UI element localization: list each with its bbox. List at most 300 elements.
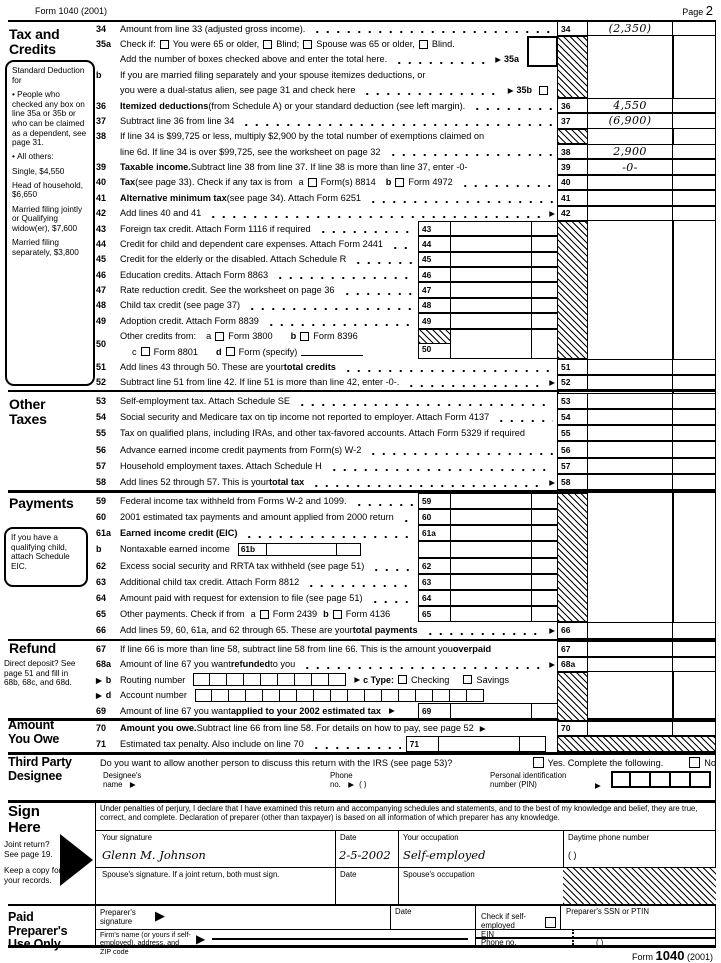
- line-49-inner-cents[interactable]: [532, 313, 558, 328]
- line-35a-row2: [95, 52, 558, 67]
- arrow-icon: ▶: [348, 780, 354, 790]
- line-number: 53: [96, 395, 107, 406]
- line-49-inner-amount[interactable]: [451, 313, 532, 328]
- line-number: 57: [96, 460, 107, 471]
- line-47-inner-cents[interactable]: [532, 282, 558, 297]
- line-number: 50: [96, 338, 107, 349]
- line-37-number-box: 37: [557, 113, 588, 128]
- line-label: Household employment taxes. Attach Schedule H: [120, 460, 322, 471]
- designee-name-label: Designee's name ▶: [103, 771, 142, 790]
- cb-label: Checking: [411, 674, 450, 685]
- line-61b-cents[interactable]: [337, 543, 361, 556]
- line-53-row: [95, 393, 558, 409]
- line-number: 63: [96, 576, 107, 587]
- third-party-question: Do you want to allow another person to discuss this return with the IRS (see page 53)?: [100, 757, 453, 768]
- line-62-inner-number: 62: [418, 558, 451, 574]
- line-number: 70: [96, 723, 107, 734]
- line-37-cents[interactable]: [672, 113, 716, 128]
- line-number: 64: [96, 593, 107, 604]
- line-label: Credit for the elderly or the disabled. Attach Schedule R: [120, 254, 347, 265]
- line-35a-count-box[interactable]: [527, 36, 558, 67]
- pin-digit-box[interactable]: [671, 771, 691, 788]
- line-label: Nontaxable earned income: [120, 544, 230, 555]
- preparer-ssn-label: Preparer's SSN or PTIN: [566, 907, 649, 916]
- pin-digit-box[interactable]: [611, 771, 631, 788]
- line-63-inner-cents[interactable]: [532, 574, 558, 590]
- dotted-leader: [312, 26, 553, 34]
- checkbox-form-8801[interactable]: [141, 347, 150, 356]
- routing-digit-box[interactable]: [329, 673, 346, 686]
- arrow-icon: ▶: [155, 908, 165, 923]
- line-53-number-box: 53: [557, 393, 588, 409]
- line-label: Credit for child and dependent care expenses. Attach Form 2441: [120, 238, 384, 249]
- line-41-cents[interactable]: [672, 190, 716, 205]
- checkbox-form-3800[interactable]: [215, 332, 224, 341]
- dotted-leader: [247, 303, 413, 311]
- line-71-inner-number: 71: [406, 736, 439, 752]
- line-51-amount[interactable]: [587, 359, 674, 374]
- line-51-row: [95, 359, 558, 374]
- line-57-row: [95, 458, 558, 474]
- arrow-icon: ▶: [196, 932, 206, 946]
- line-64-inner-cents[interactable]: [532, 590, 558, 606]
- pin-digit-box[interactable]: [651, 771, 671, 788]
- line-40-row: [95, 175, 558, 190]
- line-44-row: [95, 236, 558, 251]
- tax-credits-section: [95, 21, 558, 390]
- line-55-row: [95, 425, 558, 441]
- line-43-inner-number: 43: [418, 221, 451, 236]
- line-label: Social security and Medicare tax on tip income not reported to employer. Attach Form 4137: [120, 411, 490, 422]
- line-label-bold: Earned income credit (EIC): [120, 528, 238, 539]
- line-label: Child tax credit (see page 37): [120, 300, 241, 311]
- line-59-inner-number: 59: [418, 493, 451, 509]
- line-number: b: [96, 69, 102, 80]
- arrow-icon: ▶: [549, 208, 555, 218]
- checkbox-you-65[interactable]: [160, 40, 169, 49]
- line-number: 62: [96, 560, 107, 571]
- line-61b-amount[interactable]: [267, 543, 337, 556]
- preparer-phone-value[interactable]: ( ): [596, 938, 604, 948]
- line-number: 66: [96, 625, 107, 636]
- option-letter: a: [298, 177, 304, 188]
- line-62-inner-cents[interactable]: [532, 558, 558, 574]
- dotted-leader: [342, 288, 413, 296]
- line-number: 67: [96, 643, 107, 654]
- line-53-cents[interactable]: [672, 393, 716, 409]
- dotted-leader: [241, 119, 553, 127]
- dotted-leader: [388, 149, 554, 157]
- line-69-inner-cents[interactable]: [532, 703, 558, 719]
- line-label-bold: Tax: [120, 177, 136, 188]
- dotted-leader: [496, 415, 553, 423]
- option-letter: a: [250, 609, 256, 620]
- line-47-inner-amount[interactable]: [451, 282, 532, 297]
- checkbox-you-blind[interactable]: [263, 40, 272, 49]
- line-34-cents[interactable]: [672, 21, 716, 36]
- line-57-cents[interactable]: [672, 458, 716, 474]
- line-46-inner-amount[interactable]: [451, 267, 532, 282]
- line-number: 47: [96, 285, 107, 296]
- line-61b-inner-cents: [532, 541, 558, 557]
- line-66-amount[interactable]: [587, 622, 674, 638]
- line-label: line 6d. If line 34 is over $99,725, see the worksheet on page 32: [120, 146, 381, 157]
- line-68b-row: [95, 672, 558, 688]
- line-55-cents[interactable]: [672, 425, 716, 441]
- line-label: to you: [270, 659, 296, 670]
- line-64-inner-amount[interactable]: [451, 590, 532, 606]
- line-42-cents[interactable]: [672, 206, 716, 221]
- cb-label: You were 65 or older,: [172, 39, 260, 50]
- checkbox-spouse-blind[interactable]: [419, 40, 428, 49]
- line-56-amount[interactable]: [587, 441, 674, 457]
- pin-digit-box[interactable]: [691, 771, 711, 788]
- line-37-row: [95, 113, 558, 128]
- page-word: Page: [682, 7, 704, 17]
- line-label: Federal income tax withheld from Forms W-2 and 1099.: [120, 495, 347, 506]
- line-61a-inner-cents[interactable]: [532, 525, 558, 541]
- line-50-inner-number-col: [418, 329, 451, 360]
- line-label-bold: refunded: [230, 659, 271, 670]
- line-number: 69: [96, 705, 107, 716]
- line-60-row: [95, 509, 558, 525]
- line-42-number-box: 42: [557, 206, 588, 221]
- checkbox-checking[interactable]: [398, 675, 407, 684]
- line-54-number-box: 54: [557, 409, 588, 425]
- line-number: 49: [96, 315, 107, 326]
- line-number: 54: [96, 411, 107, 422]
- dotted-leader: [302, 662, 541, 670]
- line-70-amount[interactable]: [587, 721, 674, 737]
- line-number: 41: [96, 192, 107, 203]
- line-67-cents[interactable]: [672, 641, 716, 657]
- line-35a-row: [95, 36, 558, 51]
- line-54-amount[interactable]: [587, 409, 674, 425]
- line-40-cents[interactable]: [672, 175, 716, 190]
- line-label-bold: total credits: [283, 361, 336, 372]
- line-50-inner-amount[interactable]: [451, 329, 532, 360]
- hatch: [557, 672, 588, 721]
- line-45-row: [95, 252, 558, 267]
- line-45-inner-number: 45: [418, 252, 451, 267]
- arrow-icon: ▶: [388, 706, 395, 716]
- account-digit-box[interactable]: [263, 689, 280, 702]
- line-66-number-box: 66: [557, 622, 588, 638]
- line-69-inner-amount[interactable]: [451, 703, 532, 719]
- checkbox-form-4136[interactable]: [333, 610, 342, 619]
- line-39-amount[interactable]: -0-: [587, 159, 674, 174]
- line-67-row: [95, 641, 558, 657]
- line-52-cents[interactable]: [672, 375, 716, 390]
- checkbox-spouse-65[interactable]: [303, 40, 312, 49]
- routing-digit-box[interactable]: [295, 673, 312, 686]
- dotted-leader: [297, 399, 553, 407]
- checkbox-preparer-self-employed[interactable]: [545, 917, 556, 928]
- account-digit-box[interactable]: [229, 689, 246, 702]
- line-50-inner-cents[interactable]: [532, 329, 558, 360]
- routing-digit-box[interactable]: [278, 673, 295, 686]
- line-38-amount[interactable]: 2,900: [587, 144, 674, 159]
- option-letter: b: [290, 331, 297, 342]
- checkbox-form-8814[interactable]: [308, 178, 317, 187]
- line-55-amount[interactable]: [587, 425, 674, 441]
- spouse-signature-label: Spouse's signature. If a joint return, both must sign.: [102, 870, 280, 879]
- account-digit-box[interactable]: [246, 689, 263, 702]
- line-59-inner-amount[interactable]: [451, 493, 532, 509]
- dotted-leader: [275, 272, 413, 280]
- line-36-row: [95, 98, 558, 113]
- std-mfs: Married filing separately, $3,800: [12, 238, 79, 257]
- line-43-inner-cents[interactable]: [532, 221, 558, 236]
- line-45-inner-amount[interactable]: [451, 252, 532, 267]
- check-self-employed-label: Check if self-employed: [481, 912, 527, 931]
- sign-here-arrow-icon: [60, 834, 93, 886]
- line-59-inner-cents[interactable]: [532, 493, 558, 509]
- cb-label: Form 8801: [153, 346, 199, 357]
- account-digit-box[interactable]: [212, 689, 229, 702]
- daytime-phone-value[interactable]: ( ): [568, 850, 577, 860]
- line-48-inner-number: 48: [418, 298, 451, 313]
- line-47-row: [95, 282, 558, 297]
- line-58-number-box: 58: [557, 474, 588, 490]
- line-number: 61a: [96, 528, 112, 539]
- line-57-amount[interactable]: [587, 458, 674, 474]
- checkbox-third-party-no[interactable]: [689, 757, 700, 768]
- account-digit-box[interactable]: [280, 689, 297, 702]
- checkbox-third-party-yes[interactable]: [533, 757, 544, 768]
- rule: [95, 830, 716, 832]
- line-label-bold: applied to your 2002 estimated tax: [230, 705, 381, 716]
- designee-phone-label: Phone no. ▶ ( ): [330, 771, 367, 790]
- line-54-cents[interactable]: [672, 409, 716, 425]
- line-34-amount[interactable]: (2,350): [587, 21, 674, 36]
- checkbox-form-8396[interactable]: [300, 332, 309, 341]
- line-number: 37: [96, 115, 107, 126]
- line-number: 58: [96, 477, 107, 488]
- line-label: Rate reduction credit. See the worksheet on page 36: [120, 285, 335, 296]
- joint-return-note: Joint return? See page 19.: [4, 840, 53, 859]
- date-value[interactable]: 2-5-2002: [339, 848, 391, 862]
- keep-copy-note: Keep a copy for your records.: [4, 866, 62, 885]
- line-tag: 35a: [503, 54, 519, 65]
- line-67-amount[interactable]: [587, 641, 674, 657]
- line-39-cents[interactable]: [672, 159, 716, 174]
- line-56-cents[interactable]: [672, 441, 716, 457]
- arrow-icon: ▶: [354, 675, 361, 685]
- section-title-tax-credits: Tax and Credits: [9, 26, 60, 58]
- line-71-inner-cents[interactable]: [520, 736, 546, 752]
- account-digit-box[interactable]: [195, 689, 212, 702]
- account-digit-box[interactable]: [297, 689, 314, 702]
- line-58-row: [95, 474, 558, 490]
- line-label: Add lines 52 through 57. This is your: [120, 477, 269, 488]
- line-label: Check if:: [120, 39, 156, 50]
- line-label: Foreign tax credit. Attach Form 1116 if required: [120, 223, 311, 234]
- line-number: 60: [96, 512, 107, 523]
- arrow-icon: ▶: [479, 723, 486, 733]
- line-40-amount[interactable]: [587, 175, 674, 190]
- checkbox-form-2439[interactable]: [260, 610, 269, 619]
- account-digit-box[interactable]: [399, 689, 416, 702]
- specify-blank[interactable]: [301, 347, 363, 356]
- dotted-leader: [362, 88, 499, 96]
- line-58-cents[interactable]: [672, 474, 716, 490]
- line-63-inner-amount[interactable]: [451, 574, 532, 590]
- line-38-row2: [95, 144, 558, 159]
- line-66-cents[interactable]: [672, 622, 716, 638]
- option-letter: b: [323, 609, 329, 620]
- line-60-inner-number: 60: [418, 509, 451, 525]
- line-70-row: [95, 721, 558, 737]
- arrow-icon: ▶: [96, 691, 102, 701]
- routing-digit-box[interactable]: [312, 673, 329, 686]
- your-occupation-value[interactable]: Self-employed: [403, 848, 486, 862]
- line-68a-number-box: 68a: [557, 657, 588, 673]
- line-number: 38: [96, 131, 107, 142]
- routing-digit-box[interactable]: [210, 673, 227, 686]
- line-label: Tax on qualified plans, including IRAs, and other tax-favored accounts. Attach Form 5329 if required: [120, 428, 525, 439]
- line-61b-tag: 61b: [238, 543, 267, 556]
- pin-digit-box[interactable]: [631, 771, 651, 788]
- line-53-amount[interactable]: [587, 393, 674, 409]
- line-label-bold: overpaid: [452, 643, 492, 654]
- line-41-amount[interactable]: [587, 190, 674, 205]
- line-36-cents[interactable]: [672, 98, 716, 113]
- line-label: Self-employment tax. Attach Schedule SE: [120, 395, 291, 406]
- checkbox-form-specify[interactable]: [226, 347, 235, 356]
- cb-label: Form 8396: [313, 331, 358, 342]
- line-62-inner-amount[interactable]: [451, 558, 532, 574]
- account-digit-box[interactable]: [450, 689, 467, 702]
- dotted-leader: [425, 628, 542, 636]
- your-signature-value[interactable]: Glenn M. Johnson: [102, 848, 206, 862]
- third-party-question-row: [100, 755, 716, 770]
- rule: [8, 904, 716, 906]
- line-68a-cents[interactable]: [672, 657, 716, 673]
- page-header-form-label: Form 1040 (2001): [35, 6, 108, 16]
- line-64-row: [95, 590, 558, 606]
- routing-digit-box[interactable]: [227, 673, 244, 686]
- dotted-leader: [329, 464, 553, 472]
- line-48-inner-cents[interactable]: [532, 298, 558, 313]
- line-42-amount[interactable]: [587, 206, 674, 221]
- line-number: 34: [96, 23, 107, 34]
- line-48-row: [95, 298, 558, 313]
- line-36-amount[interactable]: 4,550: [587, 98, 674, 113]
- line-68a-amount[interactable]: [587, 657, 674, 673]
- cb-label: Form 3800: [228, 331, 273, 342]
- line-43-inner-amount[interactable]: [451, 221, 532, 236]
- designee-phone-value[interactable]: ( ): [359, 780, 367, 790]
- line-65-inner-cents[interactable]: [532, 606, 558, 622]
- checkbox-savings[interactable]: [463, 675, 472, 684]
- ein-label: EIN: [481, 929, 494, 939]
- line-label: Add lines 59, 60, 61a, and 62 through 65. These are your: [120, 625, 353, 636]
- line-59-row: [95, 493, 558, 509]
- routing-digit-box[interactable]: [244, 673, 261, 686]
- line-44-inner-amount[interactable]: [451, 236, 532, 251]
- line-label: Subtract line 38 from line 37. If line 38 is more than line 37, enter -0-: [190, 162, 468, 173]
- line-61b-row: [95, 541, 558, 557]
- line-number: ▶ d: [96, 690, 112, 701]
- account-digit-box[interactable]: [416, 689, 433, 702]
- firm-name-blank[interactable]: [212, 938, 468, 940]
- line-49-row: [95, 313, 558, 328]
- account-digit-box[interactable]: [314, 689, 331, 702]
- line-38-cents[interactable]: [672, 144, 716, 159]
- rule: [475, 904, 476, 946]
- checkbox-form-4972[interactable]: [395, 178, 404, 187]
- line-number: 65: [96, 609, 107, 620]
- line-label: Amount paid with request for extension to file (see page 51): [120, 593, 363, 604]
- line-label-bold: total tax: [268, 477, 305, 488]
- account-digit-box[interactable]: [467, 689, 484, 702]
- account-digit-box[interactable]: [365, 689, 382, 702]
- line-35b-row: [95, 67, 558, 82]
- page-footer: [632, 948, 713, 963]
- routing-digit-box[interactable]: [193, 673, 210, 686]
- dotted-leader: [371, 564, 413, 572]
- line-67-number-box: 67: [557, 641, 588, 657]
- line-39-number-box: 39: [557, 159, 588, 174]
- line-number: 43: [96, 223, 107, 234]
- line-58-amount[interactable]: [587, 474, 674, 490]
- line-71-inner-amount[interactable]: [439, 736, 520, 752]
- account-digit-box[interactable]: [382, 689, 399, 702]
- line-number: 68a: [96, 659, 112, 670]
- line-38-row: [95, 129, 558, 144]
- line-37-amount[interactable]: (6,900): [587, 113, 674, 128]
- hatch: [557, 736, 716, 752]
- line-46-inner-cents[interactable]: [532, 267, 558, 282]
- amount-you-owe-section: [95, 721, 558, 752]
- line-51-cents[interactable]: [672, 359, 716, 374]
- dotted-leader: [368, 196, 553, 204]
- line-44-inner-cents[interactable]: [532, 236, 558, 251]
- account-digit-box[interactable]: [348, 689, 365, 702]
- account-digit-box[interactable]: [331, 689, 348, 702]
- hatch: [557, 221, 588, 359]
- spouse-occupation-label: Spouse's occupation: [403, 870, 475, 879]
- firm-name-label: Firm's name (or yours if self-employed), address, and ZIP code: [100, 929, 191, 956]
- line-label: (from Schedule A) or your standard deduction (see left margin).: [208, 100, 466, 111]
- arrow-icon: ▶: [129, 780, 136, 790]
- line-label: Education credits. Attach Form 8863: [120, 269, 269, 280]
- line-48-inner-amount[interactable]: [451, 298, 532, 313]
- line-number: 52: [96, 377, 107, 388]
- account-digit-box[interactable]: [433, 689, 450, 702]
- line-52-amount[interactable]: [587, 375, 674, 390]
- line-61b-inner-amount: [451, 541, 532, 557]
- line-label: If line 34 is $99,725 or less, multiply $2,900 by the total number of exemptions claimed on: [120, 131, 485, 142]
- line-60-inner-cents[interactable]: [532, 509, 558, 525]
- line-label: Other payments. Check if from: [120, 609, 245, 620]
- line-number: 45: [96, 254, 107, 265]
- type-label: c Type:: [363, 674, 394, 685]
- arrow-icon: ▶: [595, 781, 601, 790]
- line-label: Account number: [120, 690, 187, 701]
- line-60-inner-amount[interactable]: [451, 509, 532, 525]
- cb-label: Blind.: [431, 39, 455, 50]
- line-number: 36: [96, 100, 107, 111]
- line-61a-inner-amount[interactable]: [451, 525, 532, 541]
- routing-digit-box[interactable]: [261, 673, 278, 686]
- line-label: Advance earned income credit payments from Form(s) W-2: [120, 444, 362, 455]
- line-70-cents[interactable]: [672, 721, 716, 737]
- checkbox-35b[interactable]: [539, 86, 548, 95]
- line-65-inner-amount[interactable]: [451, 606, 532, 622]
- line-45-inner-cents[interactable]: [532, 252, 558, 267]
